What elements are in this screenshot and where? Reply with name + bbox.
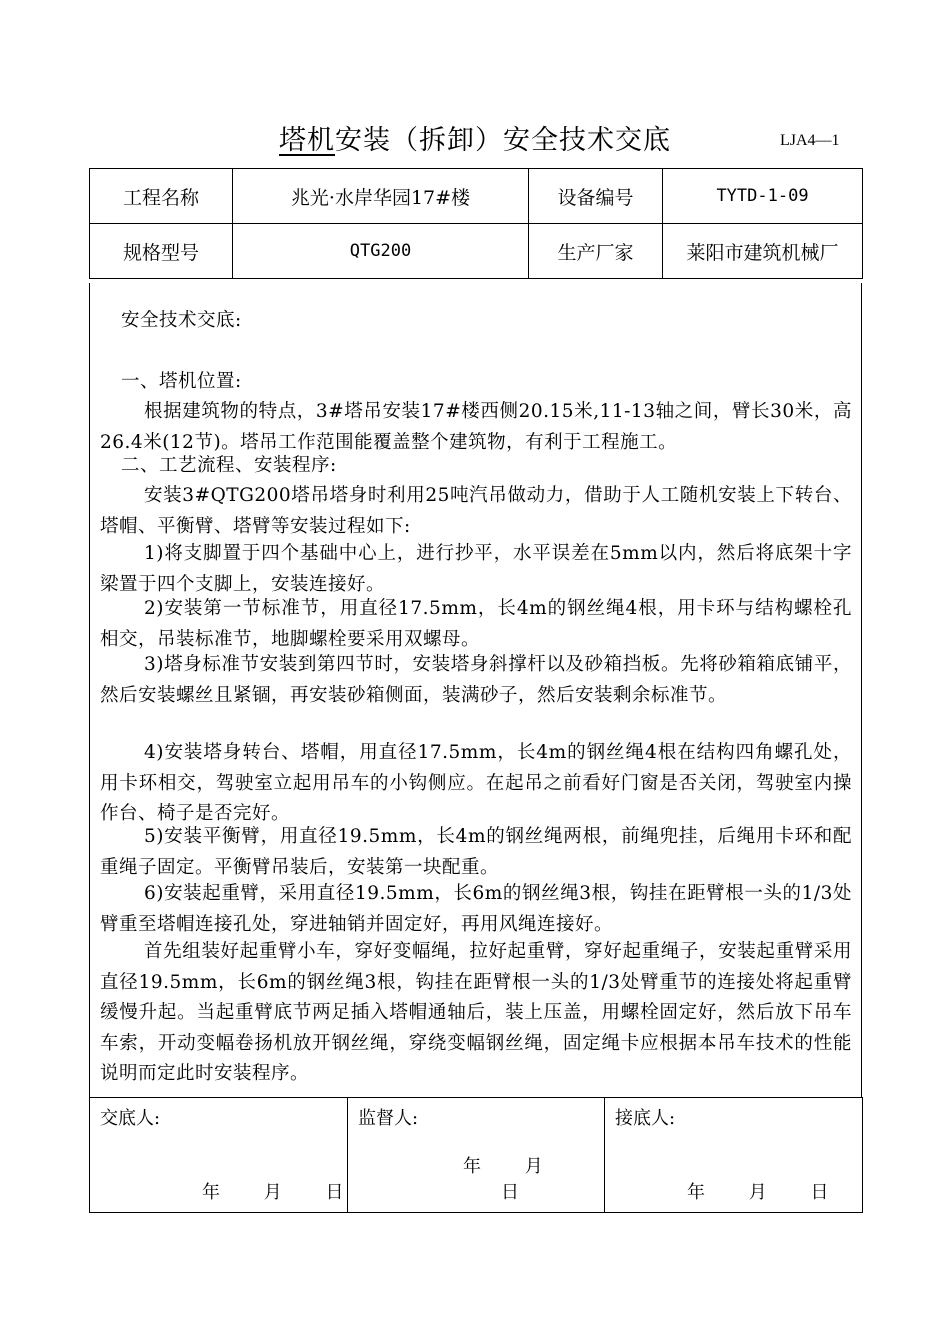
supervisor-cell <box>348 1098 605 1213</box>
supervisor-label: 监督人: <box>358 1108 419 1129</box>
content-heading: 安全技术交底: <box>121 310 242 331</box>
supervisor-date <box>463 1152 604 1204</box>
date-year: 年 <box>202 1182 220 1203</box>
manufacturer-value: 莱阳市建筑机械厂 <box>663 224 863 279</box>
section2-title: 二、工艺流程、安装程序: <box>121 455 337 476</box>
manufacturer-label: 生产厂家 <box>529 224 663 279</box>
form-code: LJA4—1 <box>780 132 840 149</box>
header-table <box>89 168 863 279</box>
header-row-project <box>90 169 863 224</box>
receiver-label: 接底人: <box>615 1108 676 1129</box>
final-paragraph: 首先组装好起重臂小车，穿好变幅绳，拉好起重臂，穿好起重绳子，安装起重臂采用直径19.5mm，长6m的钢丝绳3根，钩挂在距臂根一头的1/3处臂重节的连接处将起重臂缓慢升起。当起重臂底节两足插入塔帽通轴后，装上压盖，用螺栓固定好，然后放下吊车车索，开动变幅卷扬机放开钢丝绳，穿绕变幅钢丝绳，固定绳卡应根据本吊车技术的性能说明而定此时安装程序。 <box>100 941 852 1084</box>
section1-title: 一、塔机位置: <box>121 371 242 392</box>
date-year: 年 <box>687 1182 705 1203</box>
equipment-no-value: TYTD-1-09 <box>663 169 863 224</box>
step-4: 4)安装塔身转台、塔帽，用直径17.5mm，长4m的钢丝绳4根在结构四角螺孔处，用卡环相交，驾驶室立起用吊车的小钩侧应。在起吊之前看好门窗是否关闭，驾驶室内操作台、椅子是否完好。 <box>100 742 852 824</box>
date-day: 日 <box>501 1182 519 1203</box>
project-name-value: 兆光·水岸华园17#楼 <box>233 169 529 224</box>
date-month: 月 <box>524 1156 543 1177</box>
model-value: QTG200 <box>233 224 529 279</box>
discloser-cell <box>90 1098 348 1213</box>
title-underlined: 塔机 <box>279 125 335 156</box>
header-row-spec <box>90 224 863 279</box>
step-2: 2)安装第一节标准节，用直径17.5mm，长4m的钢丝绳4根，用卡环与结构螺栓孔相交，吊装标准节，地脚螺栓要采用双螺母。 <box>100 598 852 650</box>
step-5: 5)安装平衡臂，用直径19.5mm，长4m的钢丝绳两根，前绳兜挂，后绳用卡环和配重绳子固定。平衡臂吊装后，安装第一块配重。 <box>100 826 852 878</box>
date-month: 月 <box>748 1182 767 1203</box>
equipment-no-label: 设备编号 <box>529 169 663 224</box>
date-month: 月 <box>263 1182 282 1203</box>
date-day: 日 <box>810 1182 829 1203</box>
section1-text: 根据建筑物的特点，3#塔吊安装17#楼西侧20.15米,11-13轴之间，臂长30米，高26.4米(12节)。塔吊工作范围能覆盖整个建筑物，有利于工程施工。 <box>100 401 852 453</box>
step-1: 1)将支脚置于四个基础中心上，进行抄平，水平误差在5mm以内，然后将底架十字梁置于四个支脚上，安装连接好。 <box>100 543 852 595</box>
signature-table <box>89 1097 863 1213</box>
discloser-label: 交底人: <box>100 1108 161 1129</box>
step-3: 3)塔身标准节安装到第四节时，安装塔身斜撑杆以及砂箱挡板。先将砂箱箱底铺平，然后安装螺丝且紧锢，再安装砂箱侧面，装满砂子，然后安装剩余标准节。 <box>100 654 852 706</box>
title-rest: 安装（拆卸）安全技术交底 <box>335 125 671 156</box>
step-6: 6)安装起重臂，采用直径19.5mm，长6m的钢丝绳3根，钩挂在距臂根一头的1/3处臂重至塔帽连接孔处，穿进轴销并固定好，再用风绳连接好。 <box>100 883 852 935</box>
section2-intro: 安装3#QTG200塔吊塔身时利用25吨汽吊做动力，借助于人工随机安装上下转台、塔帽、平衡臂、塔臂等安装过程如下: <box>100 485 852 537</box>
receiver-date <box>687 1178 828 1204</box>
discloser-date <box>202 1178 343 1204</box>
model-label: 规格型号 <box>90 224 233 279</box>
project-name-label: 工程名称 <box>90 169 233 224</box>
date-day: 日 <box>325 1182 344 1203</box>
date-year: 年 <box>463 1156 481 1177</box>
receiver-cell <box>605 1098 863 1213</box>
